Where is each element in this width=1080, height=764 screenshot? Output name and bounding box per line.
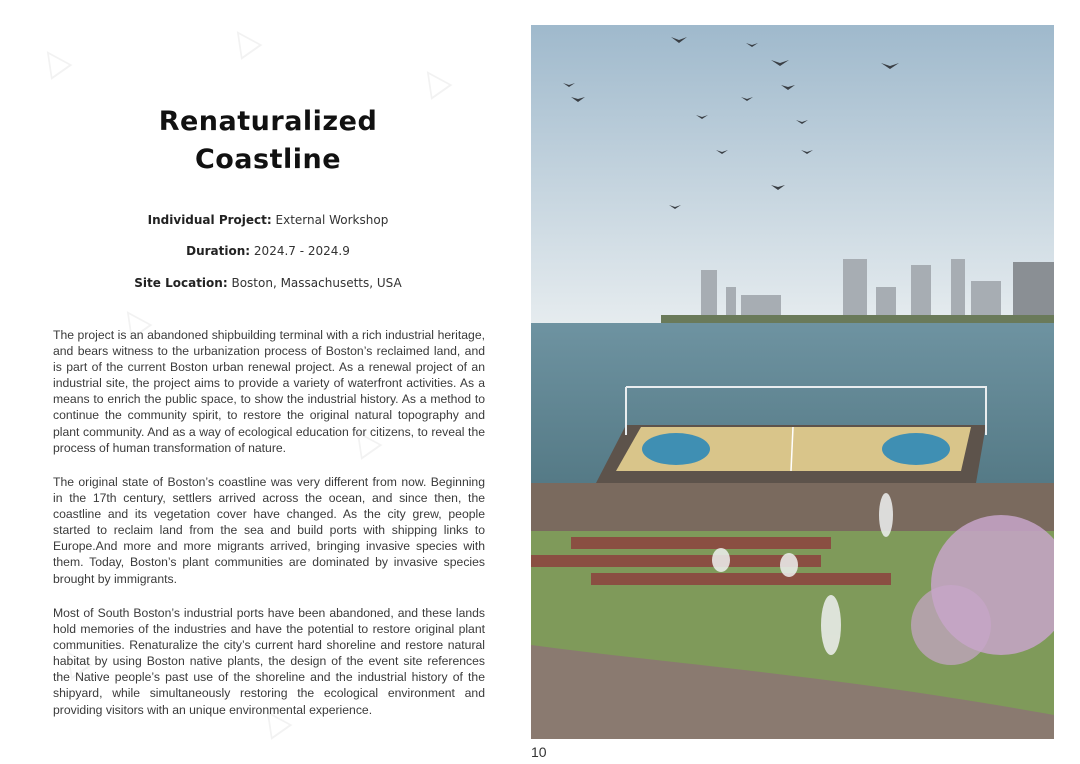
watermark: △ <box>30 36 76 84</box>
project-label: Individual Project: <box>147 213 272 227</box>
court-key-left <box>642 433 710 465</box>
rendering-illustration <box>531 25 1054 739</box>
watermark: △ <box>410 56 456 104</box>
watermark: △ <box>220 16 266 64</box>
site-rendering-image <box>531 25 1054 739</box>
court-key-right <box>882 433 950 465</box>
page-title <box>50 103 486 179</box>
watermark: △ <box>250 696 296 744</box>
bench-2 <box>531 555 821 567</box>
blossom-tree <box>911 585 991 665</box>
paragraph-1: The project is an abandoned shipbuilding terminal with a rich industrial heritage, and bears witness to the urbanization process of Boston’s reclaimed land, and is part of the current Boston urban renewal project. As a renewal project of an industrial site, the project aims to provide a variety of waterfront activities. As a means to enrich the public space, to show the industrial history. As a method to continue the community spirit, to restore the original natural topography and plant community. And as a way of ecological education for citizens, to reveal the process of human transformation of nature. <box>53 328 485 455</box>
duration-info <box>50 244 486 258</box>
bench-1 <box>571 537 831 549</box>
watermark: △ <box>110 296 156 344</box>
watermark: △ <box>340 416 386 464</box>
site-info <box>50 276 486 290</box>
sky <box>531 25 1054 325</box>
project-info <box>50 213 486 227</box>
duration-value: 2024.7 - 2024.9 <box>253 244 350 258</box>
bench-3 <box>591 573 891 585</box>
title-line-1: Renaturalized <box>158 106 378 137</box>
page-number: 10 <box>531 744 547 760</box>
project-value: External Workshop <box>275 213 389 227</box>
title-line-2: Coastline <box>194 144 342 175</box>
site-label: Site Location: <box>134 276 228 290</box>
watermark: △ <box>50 636 96 684</box>
paragraph-2: The original state of Boston’s coastline was very different from now. Beginning in the 17th century, settlers arrived across the ocean, and since then, the coastline and its vegetation cover have changed. As the city grew, people started to reclaim land from the sea and build ports with shipping links to Europe.And more and more migrants arrived, bringing invasive species with them. Today, Boston’s plant communities are dominated by invasive species brought by immigrants. <box>53 475 485 586</box>
duration-label: Duration: <box>186 244 251 258</box>
site-value: Boston, Massachusetts, USA <box>231 276 402 290</box>
paragraph-3: Most of South Boston’s industrial ports have been abandoned, and these lands hold memories of the industries and have the potential to restore original plant communities. Renaturalize the city’s current hard shoreline and restore natural habitat by using Boston native plants, the design of the event site references the Native people’s past use of the shoreline and the industrial history of the shipyard, while simultaneously restoring the ecological environment and providing visitors with an unique environmental experience. <box>53 606 485 717</box>
